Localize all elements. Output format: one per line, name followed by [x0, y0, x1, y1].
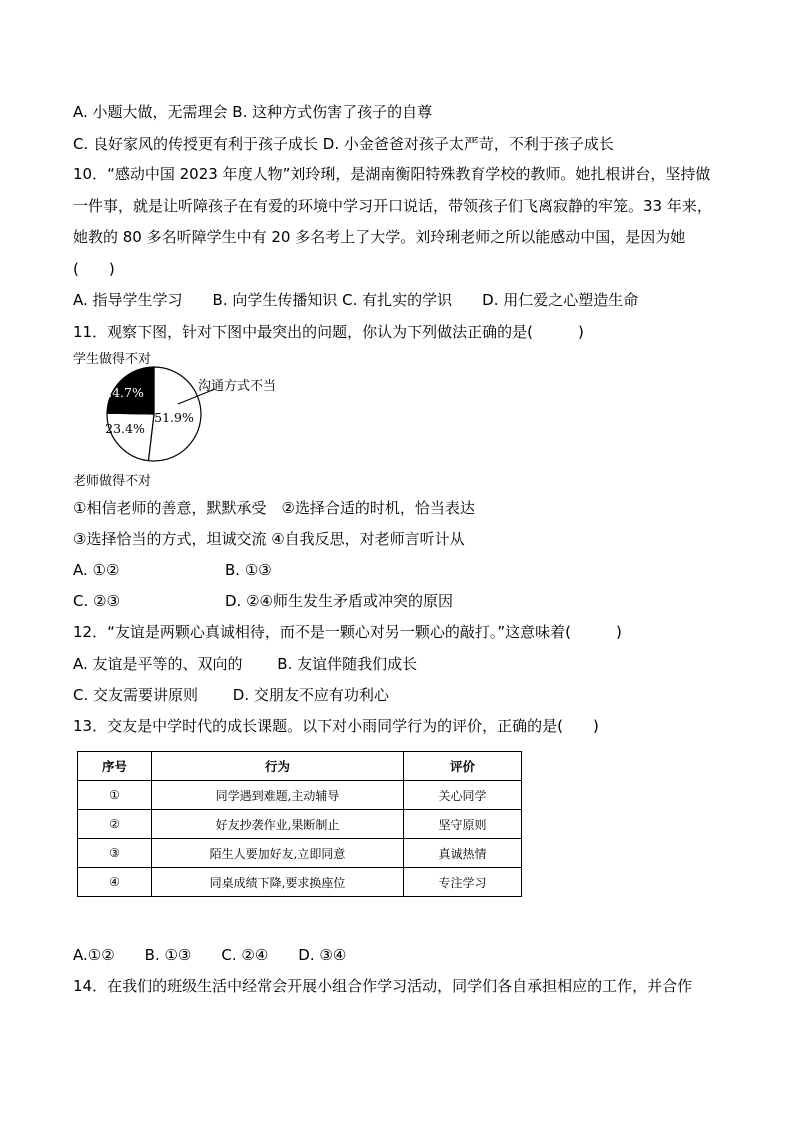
cell-behavior: 好友抄袭作业,果断制止: [152, 810, 404, 839]
q11-option-d: D. ②④师生发生矛盾或冲突的原因: [225, 592, 453, 610]
pie-svg: [70, 346, 300, 486]
header-evaluation: 评价: [404, 752, 522, 781]
q12-stem: 12．“友谊是两颗心真诚相待，而不是一颗心对另一颗心的敲打。”这意味着( ): [73, 623, 622, 641]
q10-stem: 10．“感动中国 2023 年度人物”刘玲琍，是湖南衡阳特殊教育学校的教师。她扎根讲台，坚持做一件事，就是让听障孩子在有爱的环境中学习开口说话，带领孩子们飞离寂静的牢笼。33 年来，她教的 80 多名听障学生中有 20 多名考上了大学。刘玲琍老师之所以能感动中国，是因为她( ): [73, 165, 712, 278]
legend-communication: 沟通方式不当: [198, 379, 277, 394]
q11-item1: ①相信老师的善意，默默承受 ②选择合适的时机，恰当表达: [73, 499, 475, 517]
table-row: [78, 868, 522, 897]
behavior-evaluation-table: [77, 751, 522, 897]
cell-index: ③: [78, 839, 152, 868]
q12-options-line1: A. 友谊是平等的、双向的 B. 友谊伴随我们成长: [73, 655, 418, 673]
legend-teacher-wrong: 老师做得不对: [73, 474, 152, 489]
cell-evaluation: 专注学习: [404, 868, 522, 897]
table-row: [78, 839, 522, 868]
q11-option-b: B. ①③: [225, 561, 272, 579]
q11-stem: 11．观察下图，针对下图中最突出的问题，你认为下列做法正确的是( ): [73, 323, 584, 341]
header-behavior: 行为: [152, 752, 404, 781]
cell-evaluation: 真诚热情: [404, 839, 522, 868]
cell-behavior: 同桌成绩下降,要求换座位: [152, 868, 404, 897]
q14-stem: 14．在我们的班级生活中经常会开展小组合作学习活动，同学们各自承担相应的工作，并合作: [73, 977, 693, 995]
table-row: [78, 781, 522, 810]
cell-evaluation: 坚守原则: [404, 810, 522, 839]
q11-option-c: C. ②③: [73, 592, 120, 610]
header-index: 序号: [78, 752, 152, 781]
pie-slice-value-label: 24.7%: [104, 385, 144, 400]
cell-index: ①: [78, 781, 152, 810]
pie-slice-value-label: 51.9%: [154, 410, 194, 425]
q11-item2: ③选择恰当的方式，坦诚交流 ④自我反思，对老师言听计从: [73, 530, 465, 548]
cell-behavior: 陌生人要加好友,立即同意: [152, 839, 404, 868]
pie-chart: [70, 346, 300, 489]
cell-index: ④: [78, 868, 152, 897]
q12-options-line2: C. 交友需要讲原则 D. 交朋友不应有功利心: [73, 686, 389, 704]
q13-stem: 13．交友是中学时代的成长课题。以下对小雨同学行为的评价，正确的是( ): [73, 717, 599, 735]
q13-options: A.①② B. ①③ C. ②④ D. ③④: [73, 946, 347, 964]
cell-evaluation: 关心同学: [404, 781, 522, 810]
table-row: [78, 810, 522, 839]
q9-options-line2: C. 良好家风的传授更有利于孩子成长 D. 小金爸爸对孩子太严苛，不利于孩子成长: [73, 135, 614, 153]
table-header-row: [78, 752, 522, 781]
q9-options-line1: A. 小题大做，无需理会 B. 这种方式伤害了孩子的自尊: [73, 103, 433, 121]
q10-options: A. 指导学生学习 B. 向学生传播知识 C. 有扎实的学识 D. 用仁爱之心塑造生命: [73, 291, 639, 309]
q11-option-a: A. ①②: [73, 561, 120, 579]
cell-index: ②: [78, 810, 152, 839]
pie-slice-value-label: 23.4%: [105, 421, 145, 436]
legend-student-wrong: 学生做得不对: [73, 352, 152, 367]
cell-behavior: 同学遇到难题,主动辅导: [152, 781, 404, 810]
